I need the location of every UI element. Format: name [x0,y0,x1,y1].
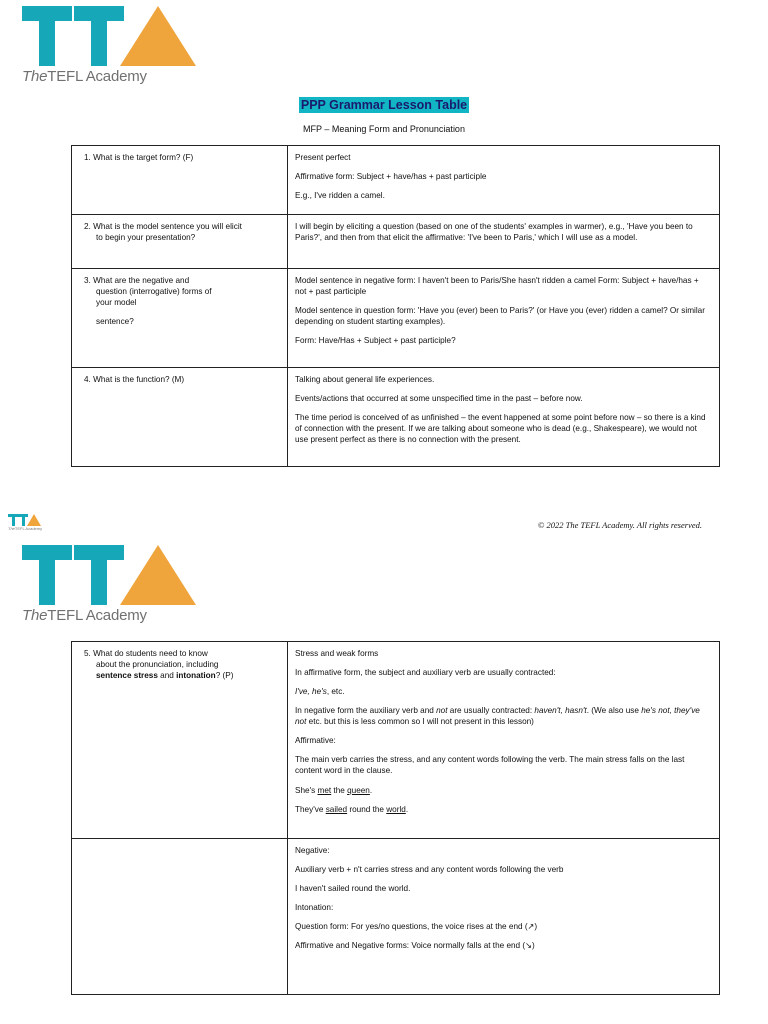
answer-text: Events/actions that occurred at some unspecified time in the past – before now. [295,394,583,404]
answer-text: The main verb carries the stress, and any content words following the verb. The main stress falls on the last content word in the clause. [295,755,685,776]
copyright-notice: © 2022 The TEFL Academy. All rights reserved. [537,520,702,530]
table-row [72,642,720,839]
example-sentence: She's met the queen. [295,785,373,795]
answer-cell [288,269,720,368]
answer-text: In affirmative form, the subject and auxiliary verb are usually contracted: [295,668,556,678]
table-row [72,146,720,215]
answer-text: I've, he's, etc. [295,687,345,697]
answer-text: Affirmative form: Subject + have/has + past participle [295,172,487,182]
logo-letter-t [22,545,72,605]
logo-brand-text: TheTEFL Academy [22,607,147,624]
table-row [72,269,720,368]
logo-letter-t [74,6,124,66]
answer-text: Talking about general life experiences. [295,375,435,384]
example-sentence: I haven't sailed round the world. [295,884,411,894]
logo-letter-a [120,545,196,605]
logo-mark [22,6,196,66]
lesson-table-page-1 [71,145,720,467]
answer-text: Model sentence in negative form: I haven't been to Paris/She hasn't ridden a camel Form: Subject + have/has + not + past participle [295,276,699,297]
tta-logo [22,545,196,624]
mini-logo-brand-text: TheTEFL Academy [8,526,43,531]
logo-letter-t [18,514,28,526]
question-cell [72,839,288,995]
answer-cell [288,215,720,269]
example-sentence: They've sailed round the world. [295,804,409,814]
logo-brand-text: TheTEFL Academy [22,68,147,85]
answer-cell [288,839,720,995]
answer-text: Affirmative and Negative forms: Voice normally falls at the end (↘) [295,941,535,951]
negative-heading: Negative: [295,846,330,855]
lesson-table-page-2 [71,641,720,995]
answer-text: Present perfect [295,153,351,162]
answer-text: The time period is conceived of as unfinished – the event happened at some point before now – so there is a kind of connection with the present. If we are talking about someone who is dead (e.g., Shakespeare), we would not use present perfect as there is no connection with the present. [295,413,706,445]
document-subtitle: MFP – Meaning Form and Pronunciation [303,124,465,134]
answer-text: Auxiliary verb + n't carries stress and any content words following the verb [295,865,564,875]
logo-letter-t [8,514,18,526]
tta-logo [22,6,196,85]
logo-letter-a [27,514,41,526]
question-cell: 3. What are the negative and question (interrogative) forms of your model sentence? [72,269,288,368]
logo-mark [22,545,196,605]
question-cell: 5. What do students need to know about the pronunciation, including sentence stress and intonation? (P) [72,642,288,839]
answer-cell [288,368,720,467]
question-cell: 1. What is the target form? (F) [72,146,288,215]
answer-text: I will begin by eliciting a question (based on one of the students' examples in warmer), e.g., 'Have you been to Paris?', and then from that elicit the affirmative: 'I've been to Paris,' which I will use as a model. [295,222,693,243]
document-title: PPP Grammar Lesson Table [300,98,468,112]
table-row [72,368,720,467]
logo-letter-t [74,545,124,605]
answer-text: Model sentence in question form: 'Have you (ever) been to Paris?' (or Have you (ever) ridden a camel? Or similar depending on student starting examples). [295,306,705,327]
question-cell: 4. What is the function? (M) [72,368,288,467]
answer-cell [288,146,720,215]
table-row [72,839,720,995]
affirmative-heading: Affirmative: [295,736,336,746]
stress-heading: Stress and weak forms [295,649,379,658]
answer-cell [288,642,720,839]
answer-text: E.g., I've ridden a camel. [295,191,385,201]
question-cell: 2. What is the model sentence you will elicit to begin your presentation? [72,215,288,269]
tta-mini-logo [8,514,42,531]
answer-text: Question form: For yes/no questions, the voice rises at the end (↗) [295,922,538,932]
answer-text: In negative form the auxiliary verb and not are usually contracted: haven't, hasn't. (We also use he's not, they've not etc. but this is less common so I will not present in this lesson) [295,706,700,727]
logo-letter-a [120,6,196,66]
answer-text: Form: Have/Has + Subject + past participle? [295,336,456,346]
intonation-heading: Intonation: [295,903,334,913]
logo-letter-t [22,6,72,66]
table-row [72,215,720,269]
